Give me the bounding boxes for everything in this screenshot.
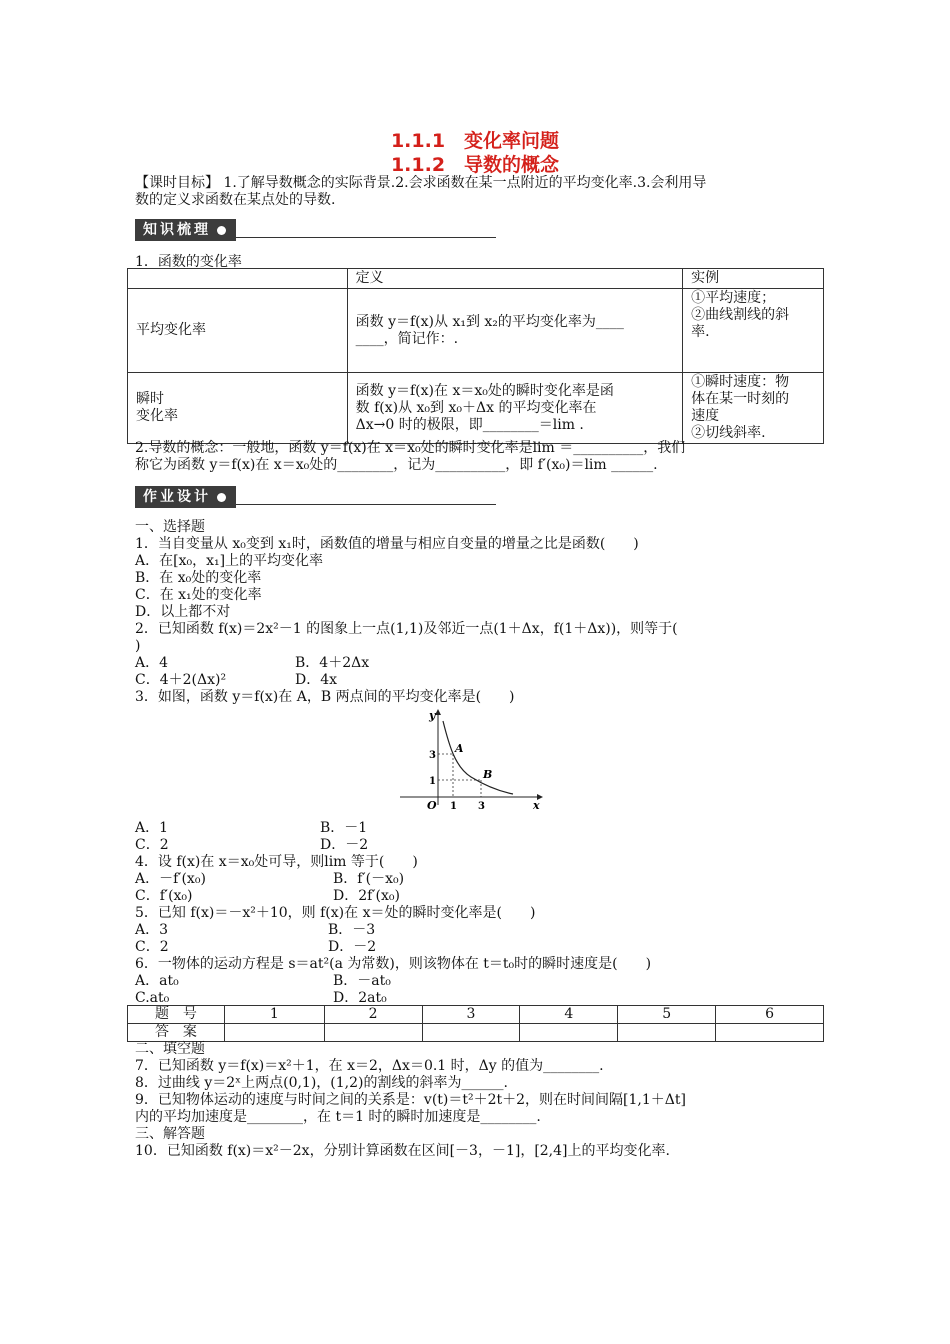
option: D．以上都不对: [135, 604, 231, 620]
option: A．在[x₀，x₁]上的平均变化率: [135, 553, 324, 569]
table-cell-name: 平均变化率: [128, 289, 348, 373]
question-2-cont: ): [135, 638, 141, 654]
item1-heading: 1．函数的变化率: [135, 254, 242, 270]
option: C．f′(x₀): [135, 888, 193, 904]
part2-heading: 二、填空题: [135, 1041, 205, 1057]
table-cell-example: [683, 289, 824, 373]
function-graph: [395, 705, 545, 810]
option: D．－2: [328, 939, 377, 955]
tick-label-x3: 3: [478, 801, 485, 810]
name-line: 变化率: [136, 408, 178, 424]
option: B．f′(－x₀): [333, 871, 405, 887]
option: C.at₀: [135, 990, 170, 1006]
example-line: ②曲线割线的斜: [691, 307, 790, 323]
section-rule: [236, 504, 496, 505]
answer-table: [127, 1005, 824, 1042]
answer-header-cell: 2: [324, 1006, 422, 1024]
def-line: Δx→0 时的极限，即________＝lim .: [355, 416, 584, 433]
question-5: 5．已知 f(x)＝－x²＋10，则 f(x)在 x＝处的瞬时变化率是( ): [135, 905, 536, 921]
point-label-b: B: [483, 768, 493, 781]
answer-header-cell: 3: [422, 1006, 520, 1024]
question-10: 10．已知函数 f(x)＝x²－2x，分别计算函数在区间[－3，－1]，[2,4]上的平均变化率.: [135, 1143, 670, 1159]
example-line: ②切线斜率.: [691, 425, 766, 441]
table-header-row: [128, 269, 824, 289]
y-axis-label: y: [429, 709, 436, 722]
answer-cell[interactable]: [224, 1024, 324, 1042]
answer-cell[interactable]: [716, 1024, 824, 1042]
section-tag: [135, 219, 236, 241]
option: D．2f′(x₀): [333, 888, 400, 904]
question-3: 3．如图，函数 y＝f(x)在 A，B 两点间的平均变化率是( ): [135, 689, 515, 705]
option: B．－at₀: [333, 973, 391, 989]
option: B．－3: [328, 922, 376, 938]
option: C．2: [135, 939, 169, 955]
option: A．3: [135, 922, 169, 938]
answer-header-cell: 6: [716, 1006, 824, 1024]
def-line: 函数 y＝f(x)从 x₁到 x₂的平均变化率为____: [355, 313, 624, 330]
answer-header-row: [128, 1006, 824, 1024]
def-line: 函数 y＝f(x)在 x＝x₀处的瞬时变化率是函: [355, 382, 614, 399]
curve: [443, 721, 513, 794]
option: A．4: [135, 655, 169, 671]
answer-cell[interactable]: [618, 1024, 716, 1042]
section-label: 作业设计: [143, 489, 211, 505]
part3-heading: 三、解答题: [135, 1126, 205, 1142]
answer-row: [128, 1024, 824, 1042]
table-header-cell: [128, 269, 348, 289]
table-header-cell: 实例: [683, 269, 824, 289]
option: B．－1: [320, 820, 368, 836]
option: A．at₀: [135, 973, 179, 989]
question-6: 6．一物体的运动方程是 s＝at²(a 为常数)，则该物体在 t＝t₀时的瞬时速度是( ): [135, 956, 652, 972]
option: C．2: [135, 837, 169, 853]
question-8: 8．过曲线 y＝2ˣ上两点(0,1)，(1,2)的割线的斜率为______.: [135, 1075, 508, 1091]
item2-line-2: 称它为函数 y＝f(x)在 x＝x₀处的________，记为__________，即 f′(x₀)＝lim ______.: [135, 457, 658, 473]
answer-header-cell: 4: [520, 1006, 618, 1024]
example-line: 速度: [691, 408, 720, 424]
answer-header-cell: 题 号: [128, 1006, 225, 1024]
question-9: 9．已知物体运动的速度与时间之间的关系是：v(t)＝t²＋2t＋2，则在时间间隔[1,1＋Δt]: [135, 1092, 686, 1108]
table-header-cell: 定义: [347, 269, 683, 289]
item2-line-1: 2.导数的概念：一般地，函数 y＝f(x)在 x＝x₀处的瞬时变化率是lim ＝__________，我们: [135, 440, 686, 456]
table-cell-name: [128, 373, 348, 444]
rate-table: [127, 268, 824, 444]
option: C．在 x₁处的变化率: [135, 587, 262, 603]
example-line: ①平均速度；: [691, 290, 776, 306]
option: D．－2: [320, 837, 369, 853]
option: D．2at₀: [333, 990, 387, 1006]
option: B．4＋2Δx: [295, 655, 370, 671]
name-line: 瞬时: [136, 391, 164, 407]
objectives-line-2: 数的定义求函数在某点处的导数.: [135, 192, 336, 208]
point-label-a: A: [455, 742, 464, 755]
table-row: [128, 289, 824, 373]
table-cell-example: [683, 373, 824, 444]
tick-label-y3: 3: [429, 750, 436, 761]
section-banner-homework: [135, 486, 496, 508]
x-axis-label: x: [533, 799, 540, 810]
table-cell-def: [347, 289, 683, 373]
answer-cell[interactable]: [520, 1024, 618, 1042]
section-rule: [236, 237, 496, 238]
option: A．1: [135, 820, 169, 836]
def-line: ____，简记作：.: [355, 330, 459, 347]
section-tag: [135, 486, 236, 508]
question-2: 2．已知函数 f(x)＝2x²－1 的图象上一点(1,1)及邻近一点(1＋Δx，f(1＋Δx))，则等于(: [135, 621, 678, 637]
dot-icon: [217, 493, 226, 502]
answer-cell[interactable]: [324, 1024, 422, 1042]
title-line-2: 1.1.2 导数的概念: [390, 154, 560, 176]
origin-label: O: [427, 799, 437, 810]
title-line-1: 1.1.1 变化率问题: [390, 130, 560, 152]
answer-header-cell: 1: [224, 1006, 324, 1024]
option: B．在 x₀处的变化率: [135, 570, 262, 586]
table-cell-def: [347, 373, 683, 444]
y-axis-arrow-icon: [435, 709, 441, 715]
section-label: 知识梳理: [143, 222, 211, 238]
tick-label-x1: 1: [450, 801, 457, 810]
tick-label-y1: 1: [429, 776, 436, 787]
option: C．4＋2(Δx)²: [135, 672, 227, 688]
part1-heading: 一、选择题: [135, 519, 205, 535]
dot-icon: [217, 226, 226, 235]
option: A．－f′(x₀): [135, 871, 206, 887]
section-banner-knowledge: [135, 219, 496, 241]
example-line: ①瞬时速度：物: [691, 374, 790, 390]
table-row: [128, 373, 824, 444]
option: D．4x: [295, 672, 338, 688]
question-1: 1．当自变量从 x₀变到 x₁时，函数值的增量与相应自变量的增量之比是函数( ): [135, 536, 639, 552]
answer-row-label: 答 案: [128, 1024, 225, 1042]
example-line: 体在某一时刻的: [691, 391, 790, 407]
question-9-cont: 内的平均加速度是________，在 t＝1 时的瞬时加速度是________.: [135, 1109, 541, 1125]
example-line: 率.: [691, 324, 710, 340]
question-4: 4．设 f(x)在 x＝x₀处可导，则lim 等于( ): [135, 854, 418, 870]
answer-cell[interactable]: [422, 1024, 520, 1042]
def-line: 数 f(x)从 x₀到 x₀＋Δx 的平均变化率在: [355, 399, 597, 416]
answer-header-cell: 5: [618, 1006, 716, 1024]
question-7: 7．已知函数 y＝f(x)＝x²＋1，在 x＝2，Δx＝0.1 时，Δy 的值为________.: [135, 1058, 604, 1074]
objectives-line-1: 【课时目标】 1.了解导数概念的实际背景.2.会求函数在某一点附近的平均变化率.3.会利用导: [135, 175, 707, 191]
